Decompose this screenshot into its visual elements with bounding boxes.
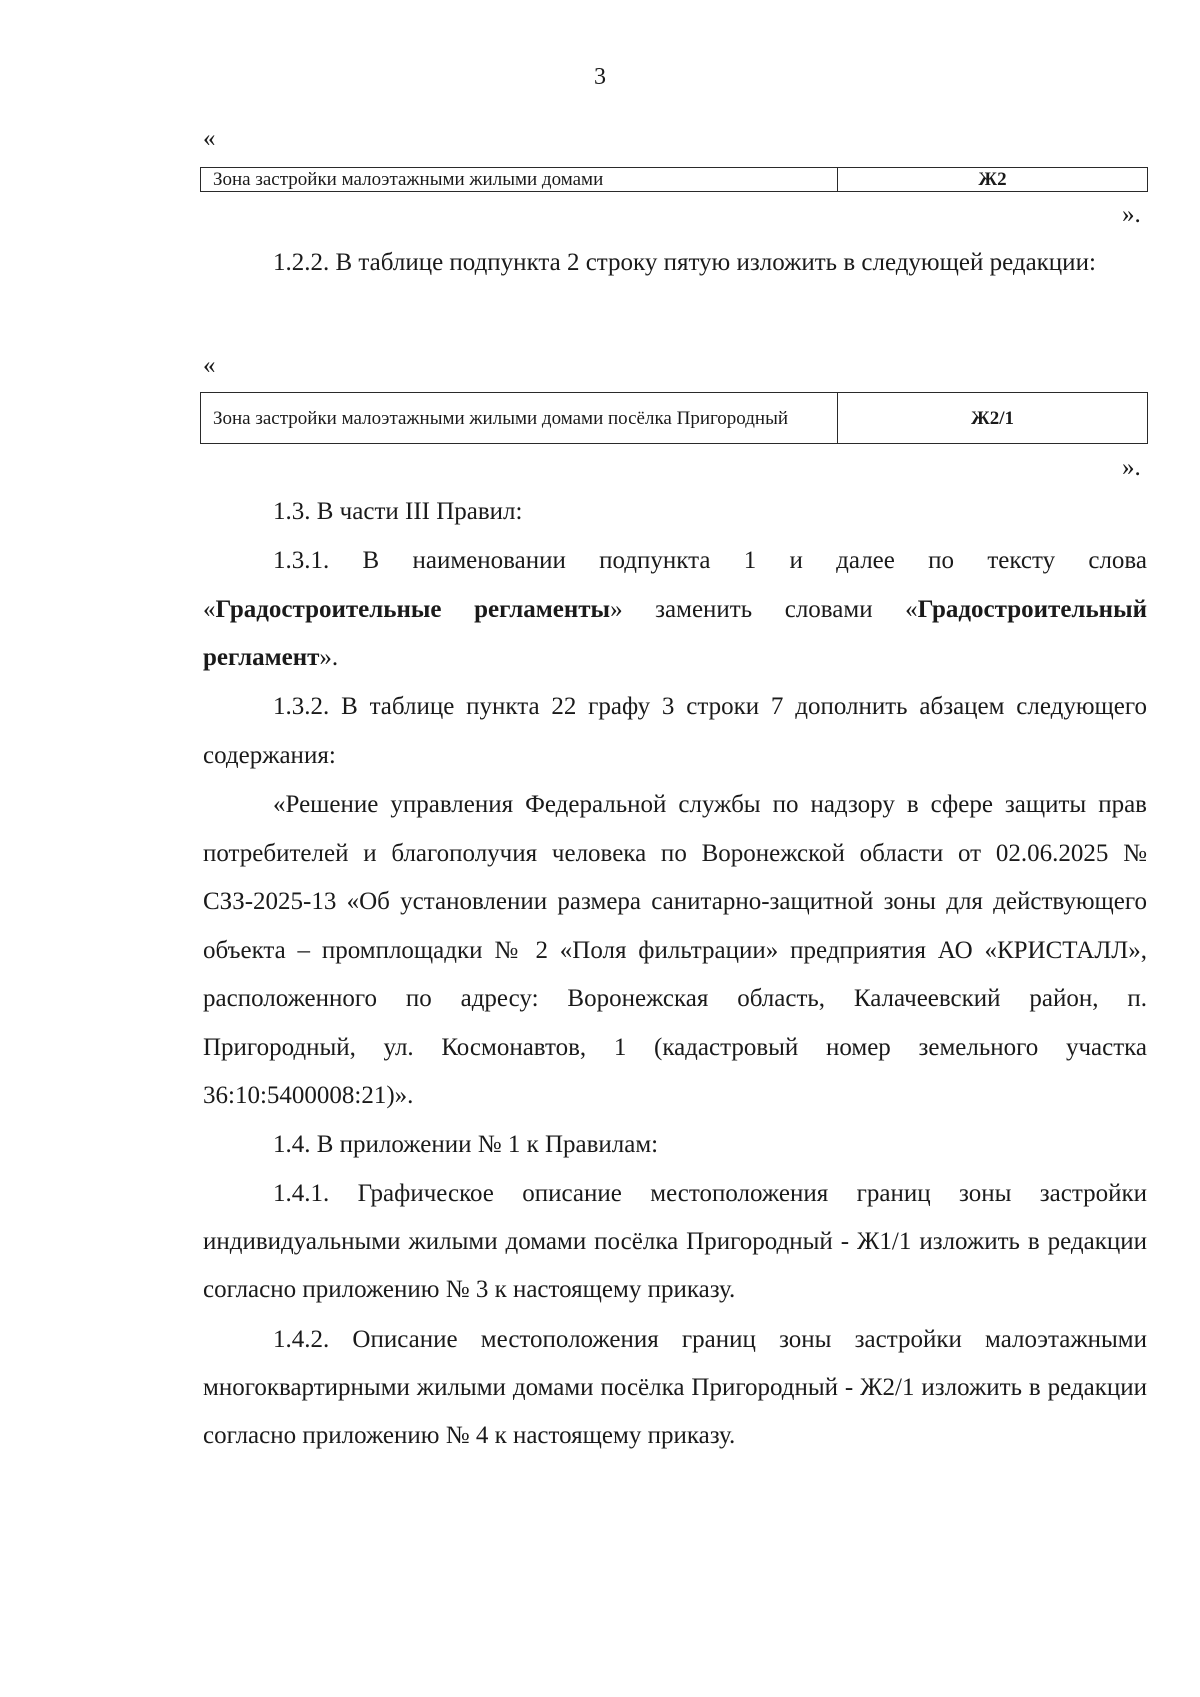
paragraph-1-4-2: 1.4.2. Описание местоположения границ зоны застройки малоэтажными многоквартирными жилыми домами посёлка Пригородный - Ж2/1 изложить в редакции согласно приложению № 4 к настоящему приказу. (203, 1326, 1147, 1449)
paragraph-1-4-1: 1.4.1. Графическое описание местоположения границ зоны застройки индивидуальными жилыми домами посёлка Пригородный - Ж1/1 изложить в редакции согласно приложению № 3 к настоящему приказу. (203, 1180, 1147, 1303)
paragraph-quote: «Решение управления Федеральной службы по надзору в сфере защиты прав потребителей и благополучия человека по Воронежской области от 02.06.2025 № СЗЗ-2025-13 «Об установлении размера санитарно-защитной зоны для действующего объекта – промплощадки № 2 «Поля фильтрации» предприятия АО «КРИСТАЛЛ», расположенного по адресу: Воронежская область, Калачеевский район, п. Пригородный, ул. Космонавтов, 1 (кадастровый номер земельного участка 36:10:5400008:21)». (203, 791, 1147, 1109)
zone-name-cell: Зона застройки малоэтажными жилыми домами (201, 168, 838, 192)
zone-table-2 (200, 392, 1148, 444)
table-row (201, 168, 1148, 192)
page-number: 3 (594, 64, 606, 90)
paragraph-1-4: 1.4. В приложении № 1 к Правилам: (273, 1131, 659, 1158)
paragraph-1-2-2: 1.2.2. В таблице подпункта 2 строку пятую изложить в следующей редакции: (273, 249, 1096, 276)
zone-name-cell: Зона застройки малоэтажными жилыми домами посёлка Пригородный (201, 393, 838, 444)
quote-close-2: ». (1122, 454, 1141, 481)
bold-term-1: Градостроительные регламенты (215, 595, 611, 623)
zone-code-cell: Ж2/1 (838, 393, 1148, 444)
quote-open-1: « (203, 125, 216, 152)
quote-open-2: « (203, 352, 216, 379)
paragraph-1-3-1 (203, 537, 1147, 683)
table-row (201, 393, 1148, 444)
text-segment: » заменить словами « (610, 595, 918, 623)
paragraph-1-3: 1.3. В части III Правил: (273, 498, 523, 525)
text-segment: 1.3.1. В наименовании подпункта 1 и далее по тексту слова « (203, 547, 1147, 623)
paragraph-1-3-2: 1.3.2. В таблице пункта 22 графу 3 строки 7 дополнить абзацем следующего содержания: (203, 693, 1147, 769)
zone-table-1 (200, 167, 1148, 192)
text-segment: ». (319, 644, 339, 671)
quote-close-1: ». (1122, 201, 1141, 228)
zone-code-cell: Ж2 (838, 168, 1148, 192)
bold-term-2: Градостроительный регламент (203, 595, 1147, 671)
